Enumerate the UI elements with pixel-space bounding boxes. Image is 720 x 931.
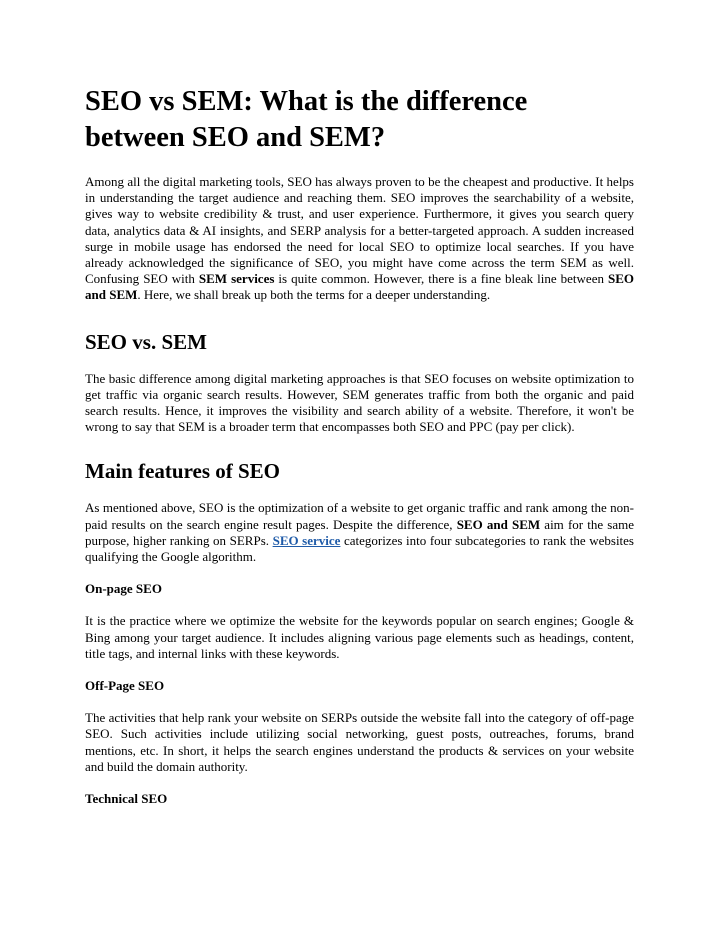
on-page-paragraph: It is the practice where we optimize the website for the keywords popular on search engines; Google & Bing among your target audience. It includes aligning various page elements such as headings, content, title tags, and internal links with these keywords. (85, 613, 634, 661)
intro-text-3: . Here, we shall break up both the terms for a deeper understanding. (137, 287, 491, 303)
section-heading-main-features: Main features of SEO (85, 459, 281, 484)
features-bold-seo-and-sem: SEO and SEM (456, 516, 541, 532)
features-text-1: As mentioned above, SEO is the optimization of a website to get organic traffic and rank among the non-paid results on the search engine result pages. Despite the difference, (85, 500, 634, 532)
features-text-2: aim for the same purpose, higher ranking on SERPs. (85, 516, 634, 548)
subheading-on-page-seo: On-page SEO (85, 581, 162, 597)
intro-text-1: Among all the digital marketing tools, SEO has always proven to be the cheapest and productive. It helps in understanding the target audience and reaching them. SEO improves the searchability of a website, gives way to website credibility & trust, and user experience. Furthermore, it gives you search query data, analytics data & AI insights, and SERP analysis for a better-targeted approach. A sudden increased surge in mobile usage has endorsed the need for local SEO to optimize local searches. If you have already acknowledged the significance of SEO, you might have come across the term SEM as well. Confusing SEO with (85, 174, 634, 287)
section-heading-seo-vs-sem: SEO vs. SEM (85, 329, 207, 354)
subheading-off-page-seo: Off-Page SEO (85, 678, 165, 694)
document-page (85, 84, 634, 823)
off-page-paragraph: The activities that help rank your website on SERPs outside the website fall into the category of off-page SEO. Such activities include utilizing social networking, guest posts, outreaches, forums, brand mentions, etc. In short, it helps the search engines understand the products & services on your website and build the domain authority. (85, 710, 634, 774)
features-text-3: categorizes into four subcategories to rank the websites qualifying the Google algorithm. (85, 532, 634, 565)
intro-paragraph (85, 174, 634, 304)
page-title: SEO vs SEM: What is the difference between SEO and SEM? (85, 86, 528, 153)
subheading-technical-seo: Technical SEO (85, 791, 168, 807)
seo-service-link[interactable]: SEO service (272, 532, 341, 548)
intro-bold-sem-services: SEM services (198, 271, 275, 287)
intro-text-2: is quite common. However, there is a fine bleak line between (274, 271, 608, 287)
intro-bold-seo-and-sem: SEO and SEM (85, 271, 635, 303)
seo-vs-sem-paragraph: The basic difference among digital marketing approaches is that SEO focuses on website optimization to get traffic via organic search results. However, SEM generates traffic from both the organic and paid search results. Hence, it improves the visibility and search ability of a website. Therefore, it won't be wrong to say that SEM is a broader term that encompasses both SEO and PPC (pay per click). (85, 370, 634, 435)
features-paragraph (85, 500, 634, 565)
